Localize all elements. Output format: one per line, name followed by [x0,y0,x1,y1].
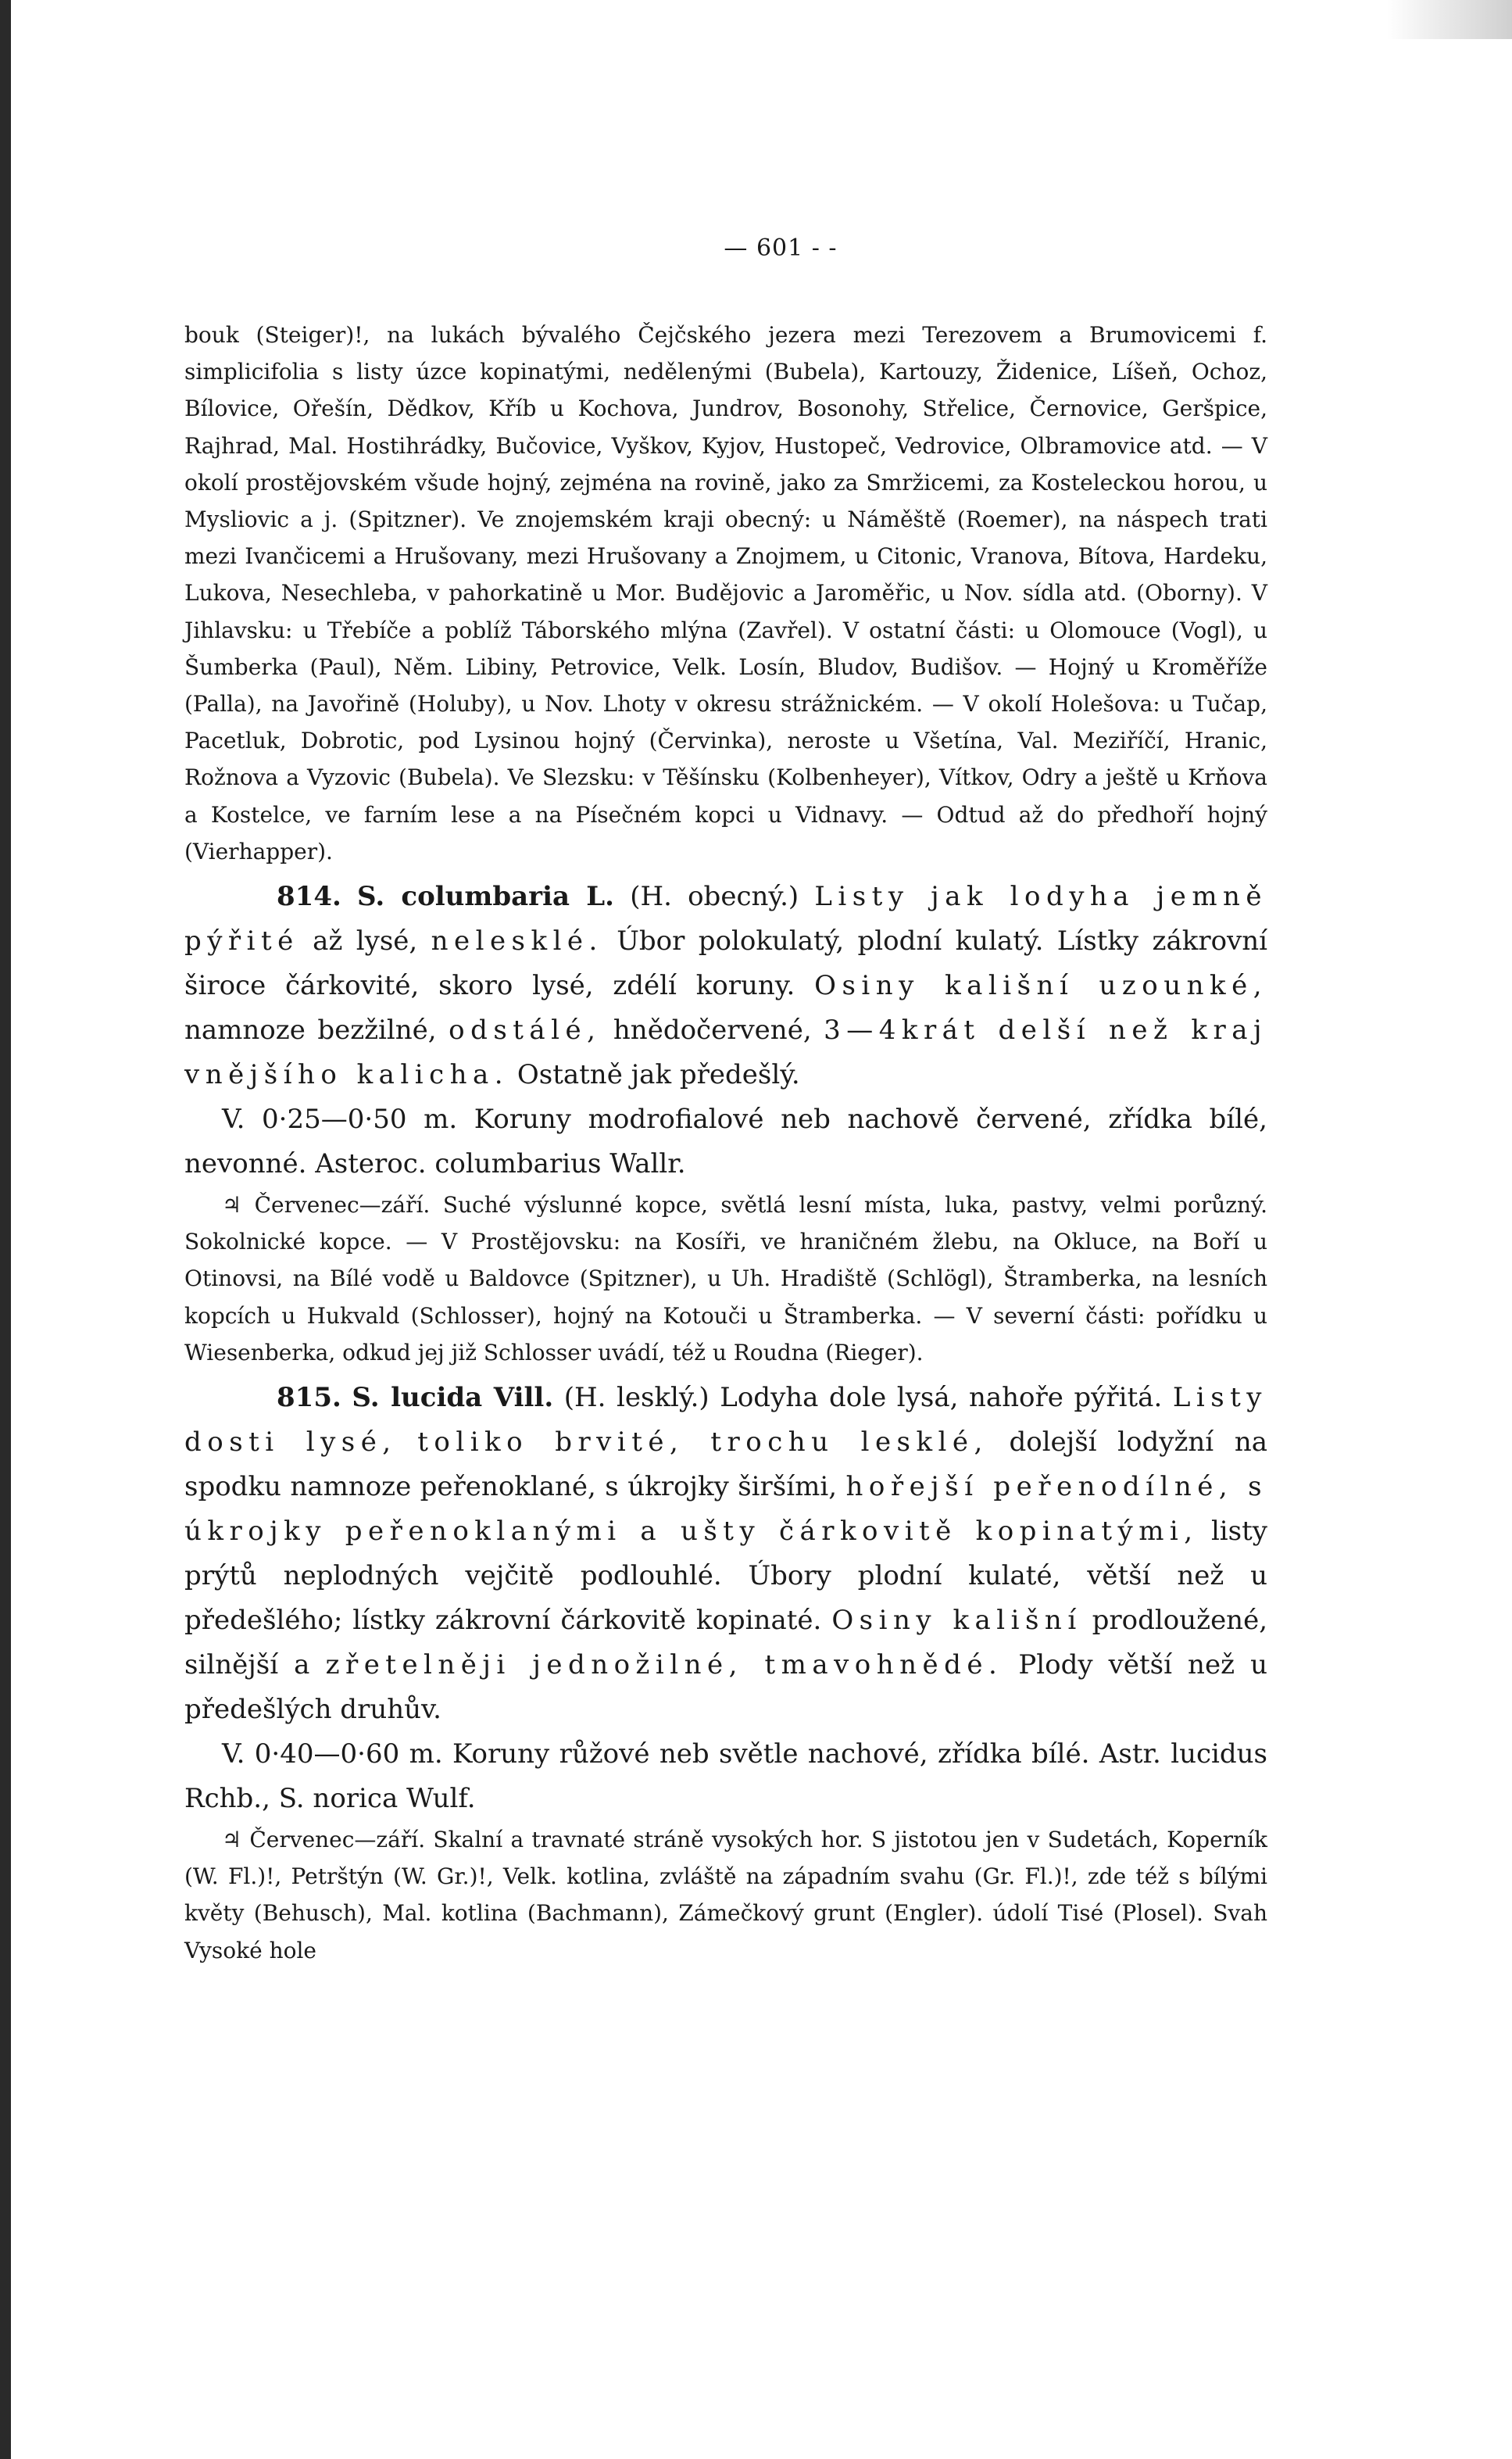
entry-814-stats: V. 0·25—0·50 m. Koruny modrofialové neb nachově červené, zřídka bílé, nevonné. Asteroc. columbarius Wallr. [184,1104,1267,1180]
entry-815-desc-leaves: Listy dosti lysé, [184,1382,1267,1459]
entry-814-description [184,875,1267,1097]
continuation-paragraph: bouk (Steiger)!, na lukách bývalého Čejčského jezera mezi Terezovem a Brumovicemi f. simplicifolia s listy úzce kopinatými, nedělenými (Bubela), Kartouzy, Židenice, Líšeň, Ochoz, Bílovice, Ořešín, Dědkov, Kříb u Kochova, Jundrov, Bosonohy, Střelice, Černovice, Geršpice, Rajhrad, Mal. Hostihrádky, Bučovice, Vyškov, Kyjov, Hustopeč, Vedrovice, Olbramovice atd. — V okolí prostějovském všude hojný, zejména na rovině, jako za Smržicemi, za Kosteleckou horou, u Mysliovic a j. (Spitzner). Ve znojemském kraji obecný: u Náměště (Roemer), na náspech trati mezi Ivančicemi a Hrušovany, mezi Hrušovany a Znojmem, u Citonic, Vranova, Bítova, Hardeku, Lukova, Nesechleba, v pahorkatině u Mor. Budějovic a Jaroměřic, u Nov. sídla atd. (Oborny). V Jihlavsku: u Třebíče a poblíž Táborského mlýna (Zavřel). V ostatní části: u Olomouce (Vogl), u Šumberka (Paul), Něm. Libiny, Petrovice, Velk. Losín, Bludov, Budišov. — Hojný u Kroměříže (Palla), na Javořině (Holuby), u Nov. Lhoty v okresu strážnickém. — V okolí Holešova: u Tučap, Pacetluk, Dobrotic, pod Lysinou hojný (Červinka), neroste u Všetína, Val. Meziříčí, Hranic, Rožnova a Vyzovic (Bubela). Ve Slezsku: v Těšínsku (Kolbenheyer), Vítkov, Odry a ještě u Krňova a Kostelce, ve farním lese a na Písečném kopci u Vidnavy. — Odtud až do předhoří hojný (Vierhapper). [184,322,1267,864]
entry-815-desc-stem: Lodyha dole lysá, nahoře pýřitá. [720,1382,1163,1414]
entry-815-desc-sterile: listy prýtů neplodných vejčitě podlouhlé. Úbory plodní kulaté, větší než u předešlého; lístky zákrovní čárkovitě kopinaté. [184,1516,1268,1637]
entry-815-description [184,1376,1267,1732]
entry-815-desc-ciliate: toliko brvité, trochu lesklé, [417,1426,988,1459]
entry-815-czech-name: (H. lesklý.) [563,1382,710,1414]
entry-814-name: S. columbaria L. [357,881,614,913]
entry-815-desc-elongated: prodloužené, silnější a [184,1605,1268,1681]
entry-815-desc-veined: zřetelněji jednožilné, tmavohnědé. [325,1649,1003,1681]
entry-814-desc-leaves: Listy jak lodyha jemně pýřité [184,881,1268,957]
entry-814-desc-awns: Osiny kališní uzounké, [814,970,1267,1002]
entry-814-number: 814. [277,881,341,913]
entry-815-desc-lower: dolejší lodyžní na spodku namnoze peřenoklané, s úkrojky širšími, [184,1426,1267,1503]
entry-815-desc-awns: Osiny kališní [831,1605,1082,1637]
entry-815-habitat: ♃ Červenec—září. Skalní a travnaté stráně vysokých hor. S jistotou jen v Sudetách, Koperník (W. Fl.)!, Petrštýn (W. Gr.)!, Velk. kotlina, zvláště na západním svahu (Gr. Fl.)!, zde též s bílými květy (Behusch), Mal. kotlina (Bachmann), Zámečkový grunt (Engler). údolí Tisé (Plosel). Svah Vysoké hole [184,1827,1267,1963]
entry-815-desc-upper: hořejší peřenodílné, s úkrojky peřenoklanými a ušty čárkovitě kopinatými, [184,1471,1267,1548]
entry-814-desc-rest: Ostatně jak předešlý. [517,1059,800,1091]
page-number: — 601 - - [724,234,838,262]
scan-edge [0,0,11,2459]
book-page [184,234,1267,1969]
entry-814-desc-head: Úbor polokulatý, plodní kulatý. Lístky zákrovní široce čárkovité, skoro lysé, zdélí koruny. [184,925,1268,1002]
entry-814-desc-glabrous: až lysé, [313,925,418,957]
entry-814-desc-length: 3—4krát delší než kraj vnějšího kalicha. [184,1015,1267,1091]
entry-815-name: S. lucida Vill. [352,1382,554,1414]
entry-814-czech-name: (H. obecný.) [630,881,799,913]
entry-814-desc-spreading: odstálé, [449,1015,602,1047]
entry-814-desc-veinless: namnoze bezžilné, [184,1015,437,1047]
entry-815-number: 815. [277,1382,341,1414]
entry-814-desc-colour: hnědočervené, [613,1015,812,1047]
scan-corner-shadow [1387,0,1512,39]
entry-814-desc-matte: nelesklé. [431,925,603,957]
entry-815-desc-fruits: Plody větší než u předešlých druhův. [184,1649,1267,1726]
entry-814-habitat: ♃ Červenec—září. Suché výslunné kopce, světlá lesní místa, luka, pastvy, velmi porůzný. Sokolnické kopce. — V Prostějovsku: na Kosíři, ve hraničném žlebu, na Okluce, na Boří u Otinovsi, na Bílé vodě u Baldovce (Spitzner), u Uh. Hradiště (Schlögl), Štramberka, na lesních kopcích u Hukvald (Schlosser), hojný na Kotouči u Štramberka. — V severní části: pořídku u Wiesenberka, odkud jej již Schlosser uvádí, též u Roudna (Rieger). [184,1192,1267,1366]
entry-815-stats: V. 0·40—0·60 m. Koruny růžové neb světle nachové, zřídka bílé. Astr. lucidus Rchb., S. norica Wulf. [184,1738,1267,1815]
